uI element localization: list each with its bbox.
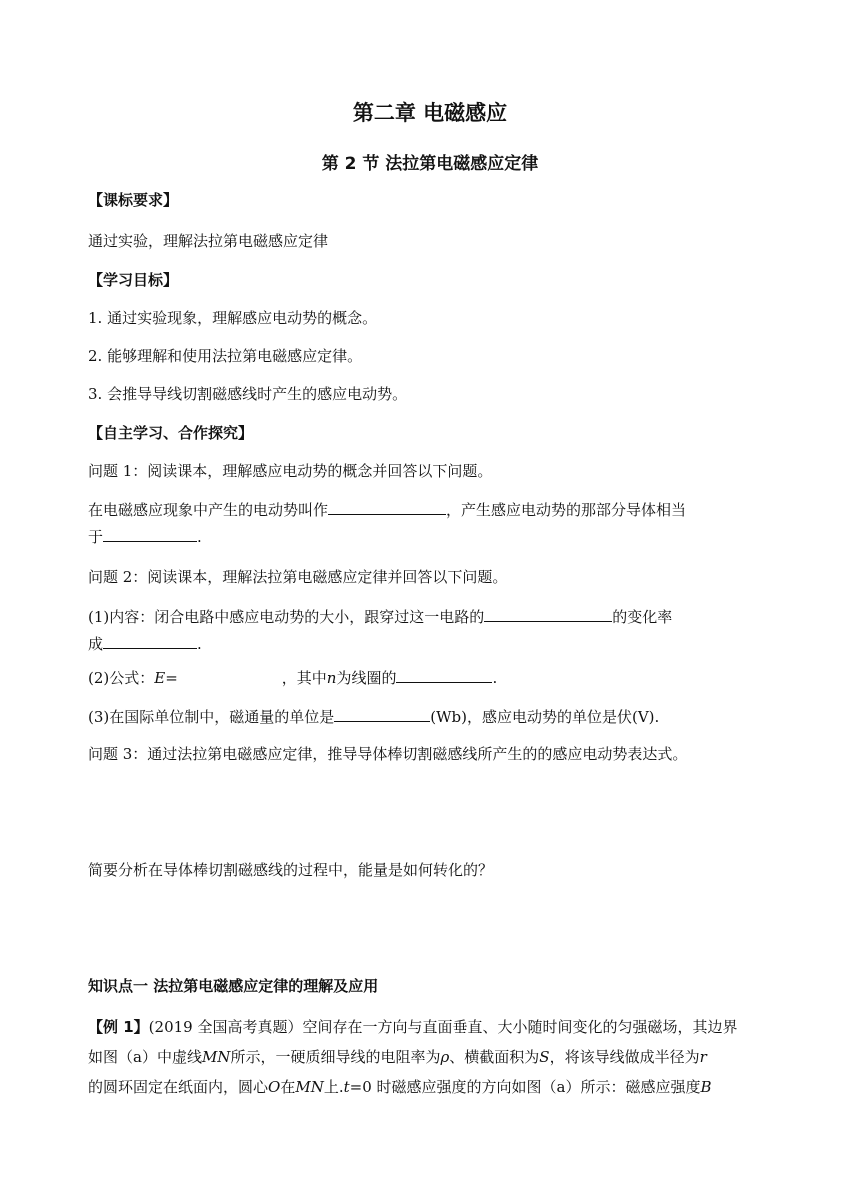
symbol-rho: ρ <box>440 1048 450 1066</box>
text: ，其中 <box>281 669 327 687</box>
answer-blank[interactable] <box>328 499 446 515</box>
text: 上. <box>323 1078 344 1096</box>
text: 于 <box>88 528 104 546</box>
example-1-line-2 <box>88 1047 778 1067</box>
text: 为线圈的 <box>336 669 397 687</box>
text: . <box>197 528 202 546</box>
chapter-title: 第二章 电磁感应 <box>352 101 508 125</box>
text: =0 时磁感应强度的方向如图（a）所示：磁感应强度 <box>349 1078 701 1096</box>
text: (1)内容：闭合电路中感应电动势的大小，跟穿过这一电路的 <box>88 608 485 626</box>
text: 、横截面积为 <box>449 1048 540 1066</box>
symbol-B: B <box>700 1078 712 1096</box>
question-3: 问题 3：通过法拉第电磁感应定律，推导导体棒切割磁感线所产生的的感应电动势表达式。 <box>88 745 688 763</box>
answer-blank[interactable] <box>103 633 197 649</box>
question-1: 问题 1：阅读课本，理解感应电动势的概念并回答以下问题。 <box>88 462 493 480</box>
question-2-content-2 <box>88 633 778 654</box>
question-1-line-1 <box>88 499 778 520</box>
objective-item: 1. 通过实验现象，理解感应电动势的概念。 <box>88 309 378 327</box>
text: . <box>492 669 498 687</box>
text: 的圆环固定在纸面内，圆心 <box>88 1078 269 1096</box>
symbol-t: t <box>343 1078 350 1096</box>
text: = <box>165 669 178 687</box>
text: 所示，一硬质细导线的电阻率为 <box>230 1048 441 1066</box>
answer-blank[interactable] <box>103 526 197 542</box>
symbol-MN: MN <box>201 1048 231 1066</box>
curriculum-heading: 【课标要求】 <box>88 191 179 209</box>
objective-item: 3. 会推导导线切割磁感线时产生的感应电动势。 <box>88 385 408 403</box>
example-label: 【例 1】 <box>88 1018 149 1036</box>
symbol-r: r <box>699 1048 707 1066</box>
question-1-line-2 <box>88 526 778 547</box>
answer-blank[interactable] <box>334 706 430 722</box>
text: 在电磁感应现象中产生的电动势叫作 <box>88 501 329 519</box>
text: 在 <box>280 1078 296 1096</box>
objective-item: 2. 能够理解和使用法拉第电磁感应定律。 <box>88 347 363 365</box>
text: (Wb)，感应电动势的单位是伏(V). <box>430 708 660 726</box>
question-4: 简要分析在导体棒切割磁感线的过程中，能量是如何转化的？ <box>88 861 494 879</box>
symbol-O: O <box>268 1078 281 1096</box>
self-study-heading: 【自主学习、合作探究】 <box>88 424 254 442</box>
example-1-line-3 <box>88 1077 778 1097</box>
symbol-n: n <box>326 669 337 687</box>
question-2-content <box>88 606 778 627</box>
answer-blank[interactable] <box>484 606 612 622</box>
text: 如图（a）中虚线 <box>88 1048 202 1066</box>
text: . <box>197 635 202 653</box>
question-2-formula <box>88 667 778 688</box>
text: (2019 全国高考真题）空间存在一方向与直面垂直、大小随时间变化的匀强磁场，其边界 <box>148 1018 738 1036</box>
text: ，产生感应电动势的那部分导体相当 <box>446 501 687 519</box>
symbol-MN: MN <box>295 1078 324 1096</box>
curriculum-text: 通过实验，理解法拉第电磁感应定律 <box>88 232 329 250</box>
text: 的变化率 <box>612 608 673 626</box>
objectives-heading: 【学习目标】 <box>88 271 179 289</box>
text: 成 <box>88 635 104 653</box>
knowledge-point-heading: 知识点一 法拉第电磁感应定律的理解及应用 <box>88 977 379 995</box>
text: ，将该导线做成半径为 <box>549 1048 700 1066</box>
example-1-line-1 <box>88 1017 778 1037</box>
answer-blank[interactable] <box>396 667 492 683</box>
question-2-units <box>88 706 778 727</box>
symbol-E: E <box>154 669 166 687</box>
section-title: 第 2 节 法拉第电磁感应定律 <box>321 154 539 174</box>
text: (2)公式： <box>88 669 155 687</box>
symbol-S: S <box>539 1048 550 1066</box>
question-2: 问题 2：阅读课本，理解法拉第电磁感应定律并回答以下问题。 <box>88 568 508 586</box>
text: (3)在国际单位制中，磁通量的单位是 <box>88 708 335 726</box>
